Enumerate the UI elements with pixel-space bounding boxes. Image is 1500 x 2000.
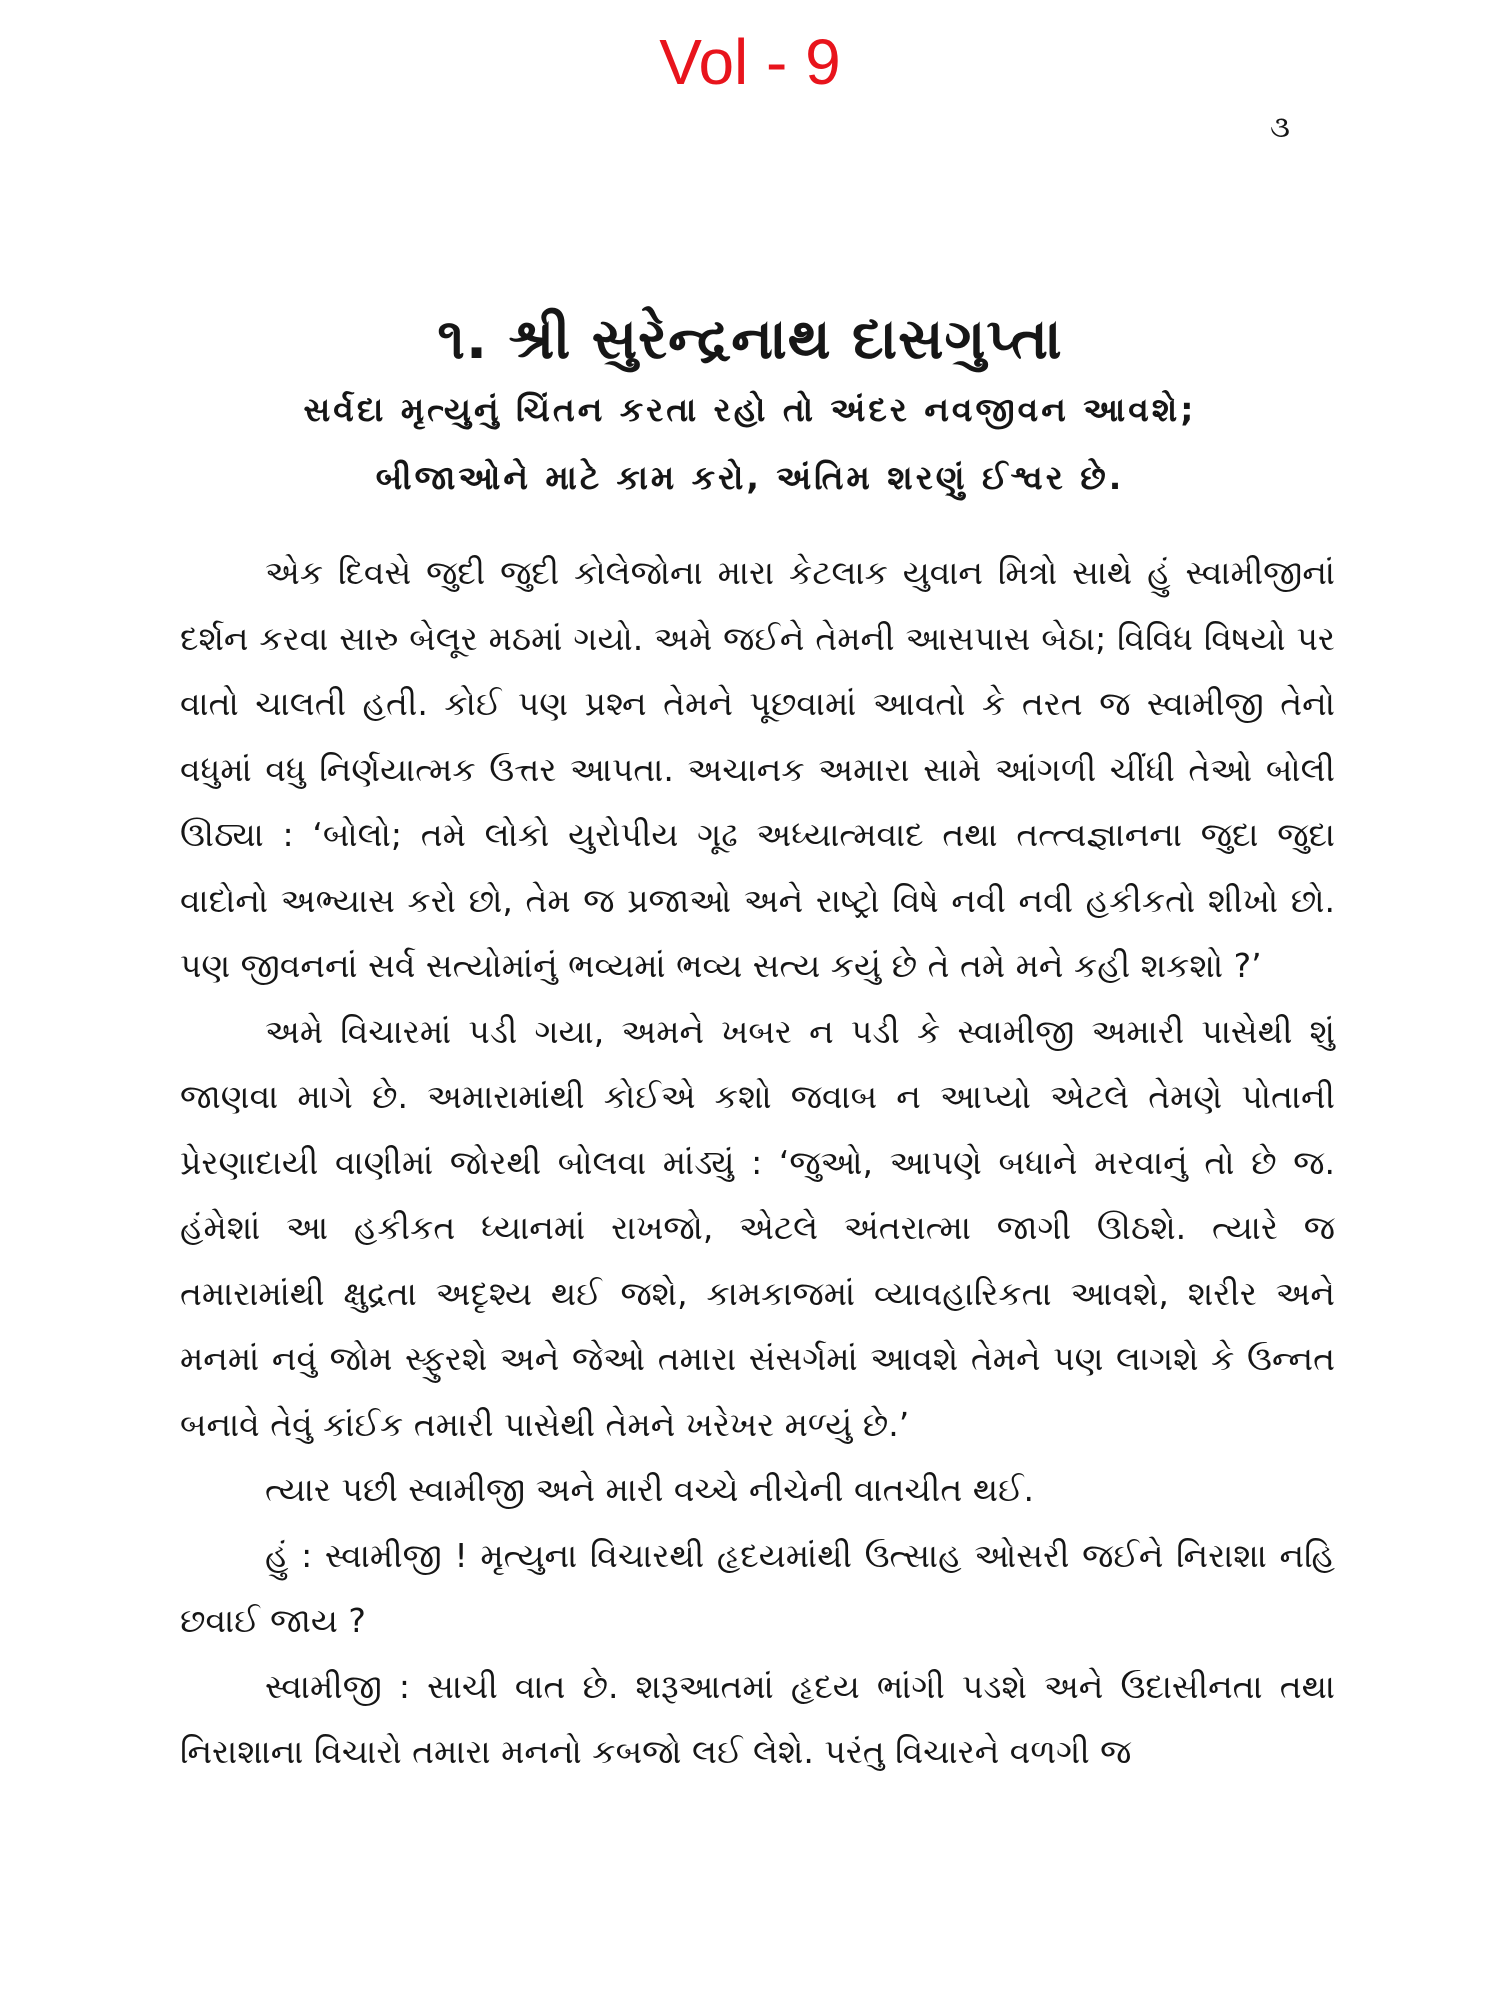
paragraph: ત્યાર પછી સ્વામીજી અને મારી વચ્ચે નીચેની વાતચીત થઈ. [265,1470,1034,1509]
volume-label: Vol - 9 [659,26,841,98]
paragraph: હું : સ્વામીજી ! મૃત્યુના વિચારથી હૃદયમાંથી ઉત્સાહ ઓસરી જઈને નિરાશા નહિ છવાઈ જાય ? [180,1535,1335,1640]
chapter-subtitle-line-1: સર્વદા મૃત્યુનું ચિંતન કરતા રહો તો અંદર નવજીવન આવશે; [303,390,1197,429]
paragraph: સ્વામીજી : સાચી વાત છે. શરૂઆતમાં હૃદય ભાંગી પડશે અને ઉદાસીનતા તથા નિરાશાના વિચારો તમારા મનનો કબજો લઈ લેશે. પરંતુ વિચારને વળગી જ [180,1666,1335,1771]
chapter-title: ૧. શ્રી સુરેન્દ્રનાથ દાસગુપ્તા [437,307,1063,372]
chapter-subtitle-line-2: બીજાઓને માટે કામ કરો, અંતિમ શરણું ઈશ્વર છે. [375,458,1125,497]
paragraph: અમે વિચારમાં પડી ગયા, અમને ખબર ન પડી કે સ્વામીજી અમારી પાસેથી શું જાણવા માગે છે. અમારામાંથી કોઈએ કશો જવાબ ન આપ્યો એટલે તેમણે પોતાની પ્રેરણાદાયી વાણીમાં જોરથી બોલવા માંડ્યું : ‘જુઓ, આપણે બધાને મરવાનું તો છે જ. હંમેશાં આ હકીકત ધ્યાનમાં રાખજો, એટલે અંતરાત્મા જાગી ઊઠશે. ત્યારે જ તમારામાંથી ક્ષુદ્રતા અદૃશ્ય થઈ જશે, કામકાજમાં વ્યાવહારિકતા આવશે, શરીર અને મનમાં નવું જોમ સ્ફુરશે અને જેઓ તમારા સંસર્ગમાં આવશે તેમને પણ લાગશે કે ઉન્નત બનાવે તેવું કાંઈક તમારી પાસેથી તેમને ખરેખર મળ્યું છે.’ [180,1011,1335,1444]
body-text [180,540,1335,1785]
page-number: ૩ [1270,110,1290,145]
paragraph: એક દિવસે જુદી જુદી કોલેજોના મારા કેટલાક યુવાન મિત્રો સાથે હું સ્વામીજીનાં દર્શન કરવા સારુ બેલૂર મઠમાં ગયો. અમે જઈને તેમની આસપાસ બેઠા; વિવિધ વિષયો પર વાતો ચાલતી હતી. કોઈ પણ પ્રશ્ન તેમને પૂછવામાં આવતો કે તરત જ સ્વામીજી તેનો વધુમાં વધુ નિર્ણયાત્મક ઉત્તર આપતા. અચાનક અમારા સામે આંગળી ચીંધી તેઓ બોલી ઊઠ્યા : ‘બોલો; તમે લોકો યુરોપીય ગૂઢ અધ્યાત્મવાદ તથા તત્ત્વજ્ઞાનના જુદા જુદા વાદોનો અભ્યાસ કરો છો, તેમ જ પ્રજાઓ અને રાષ્ટ્રો વિષે નવી નવી હકીકતો શીખો છો. પણ જીવનનાં સર્વ સત્યોમાંનું ભવ્યમાં ભવ્ય સત્ય કયું છે તે તમે મને કહી શકશો ?’ [180,553,1335,985]
